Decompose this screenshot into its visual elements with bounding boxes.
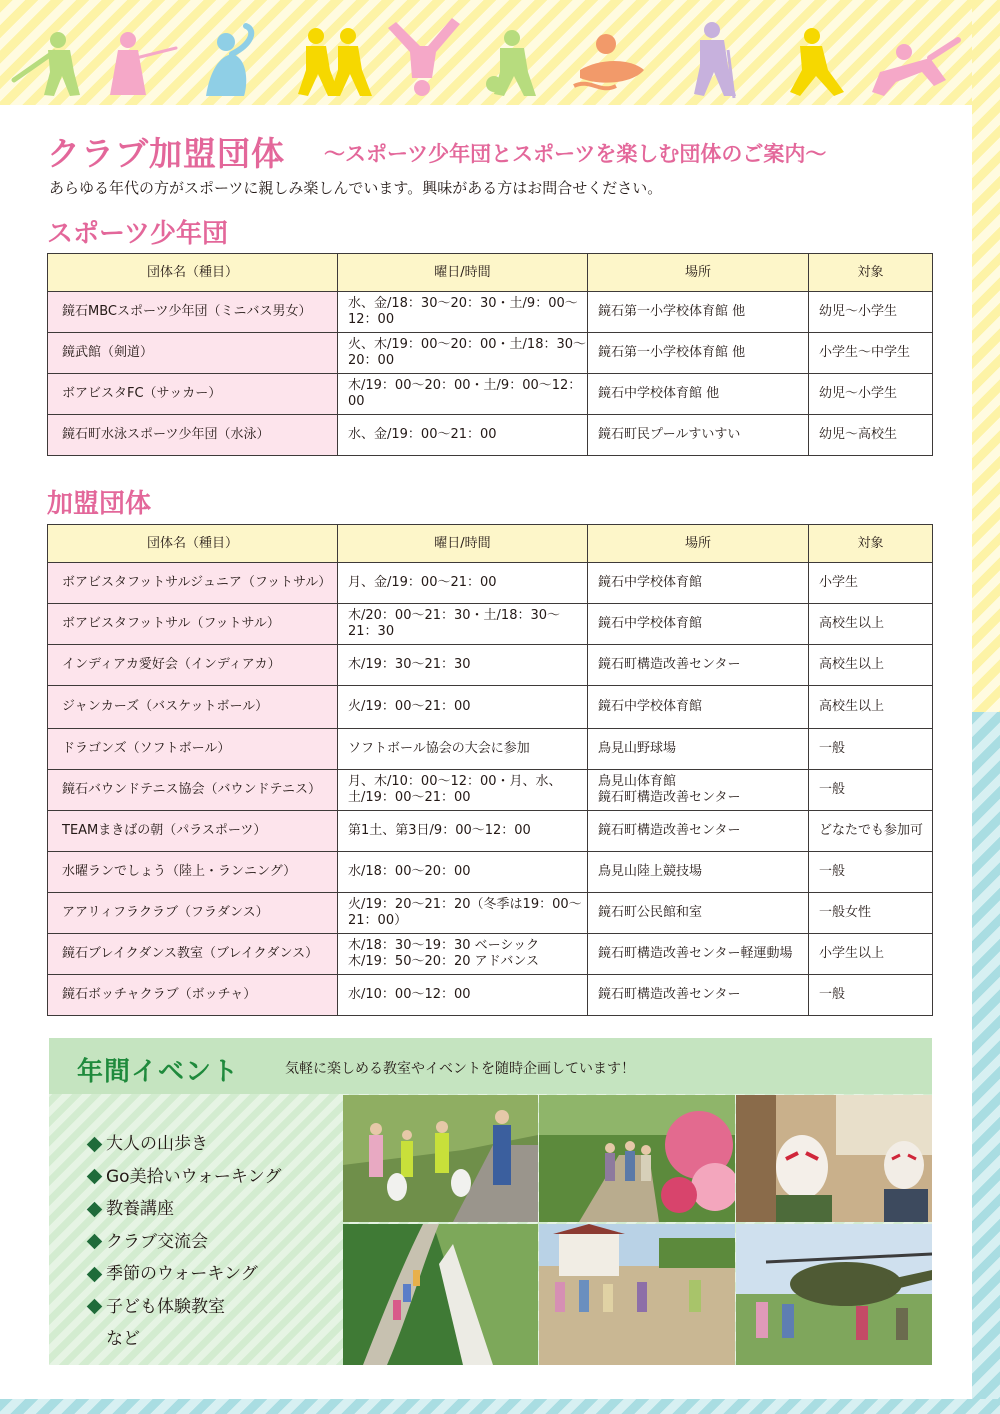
cell-place-text: 鏡石町公民館和室 <box>598 905 703 920</box>
cell-place <box>588 374 809 415</box>
annual-events-caption: 気軽に楽しめる教室やイベントを随時企画しています！ <box>285 1061 635 1077</box>
cell-time-text: 木/18：30～19：30 ベーシック <box>348 938 540 953</box>
cell-name-text: TEAMまきばの朝（パラスポーツ） <box>62 823 267 838</box>
cell-time-text: 木/19：50～20：20 アドバンス <box>348 954 540 969</box>
cell-place <box>588 415 809 456</box>
baseball-batter-icon <box>14 32 80 96</box>
cell-place-text: 鏡石町構造改善センター <box>598 987 741 1002</box>
event-item-label: Go美拾いウォーキング <box>106 1166 282 1187</box>
trash-pickup-walk-photo <box>343 1095 538 1222</box>
table-row <box>48 852 933 893</box>
cell-target <box>809 333 933 374</box>
cell-target <box>809 852 933 893</box>
cell-time <box>338 893 588 934</box>
cell-time-text: 水/18：00～20：00 <box>348 864 471 879</box>
cell-target <box>809 893 933 934</box>
cell-name-text: 鏡石バウンドテニス協会（バウンドテニス） <box>62 782 321 797</box>
cell-place-text: 鏡石中学校体育館 他 <box>598 386 720 401</box>
members-section-title: 加盟団体 <box>47 489 152 519</box>
cell-name-text: ドラゴンズ（ソフトボール） <box>62 741 231 756</box>
cell-target <box>809 686 933 729</box>
cell-time-text: 月、木/10：00～12：00・月、水、土/19：00～21：00 <box>348 774 562 805</box>
sports-silhouette-banner <box>0 0 972 105</box>
cell-time <box>338 563 588 604</box>
cell-name <box>48 729 338 770</box>
cell-name-text: ジャンカーズ（バスケットボール） <box>62 699 269 714</box>
cell-name-text: アアリィフラクラブ（フラダンス） <box>62 905 269 920</box>
cell-target-text: 幼児～小学生 <box>819 386 898 401</box>
column-header-time: 曜日/時間 <box>338 254 588 292</box>
cell-name-text: 水曜ランでしょう（陸上・ランニング） <box>62 864 297 879</box>
cell-name <box>48 934 338 975</box>
cell-place <box>588 811 809 852</box>
cell-place-text: 鏡石町民プールすいすい <box>598 427 741 442</box>
bottom-striped-border <box>0 1399 1000 1414</box>
cell-place <box>588 686 809 729</box>
list-item <box>87 1291 281 1324</box>
cell-time <box>338 934 588 975</box>
yoga-icon <box>206 26 251 96</box>
column-header-time: 曜日/時間 <box>338 525 588 563</box>
cell-time <box>338 852 588 893</box>
cell-place-text: 鏡石町構造改善センター <box>598 790 741 805</box>
cell-place-text: 鏡石町構造改善センター <box>598 657 741 672</box>
cell-place-text: 鏡石中学校体育館 <box>598 699 703 714</box>
cell-place-text: 鳥見山陸上競技場 <box>598 864 703 879</box>
list-item <box>87 1128 281 1161</box>
cell-name <box>48 893 338 934</box>
youth-section-title: スポーツ少年団 <box>47 219 228 249</box>
cell-target <box>809 292 933 333</box>
basketball-player-icon <box>486 30 536 96</box>
cell-time <box>338 333 588 374</box>
cell-time-text: 水/10：00～12：00 <box>348 987 471 1002</box>
event-list <box>87 1128 281 1356</box>
cell-place-text: 鳥見山体育館 <box>598 774 677 789</box>
diamond-bullet-icon <box>87 1299 103 1315</box>
cell-place <box>588 975 809 1016</box>
column-header-place: 場所 <box>588 525 809 563</box>
cell-target-text: 一般 <box>819 987 846 1002</box>
cell-time-text: 火/19：20～21：20（冬季は19：00～21：00） <box>348 897 582 928</box>
cell-time <box>338 811 588 852</box>
cell-name <box>48 415 338 456</box>
event-item-label: 季節のウォーキング <box>106 1264 258 1284</box>
cell-name-text: 鏡武館（剣道） <box>62 345 154 360</box>
helicopter-tour-photo <box>736 1224 932 1365</box>
cell-place <box>588 563 809 604</box>
bocce-ground-photo <box>539 1224 735 1365</box>
youth-table-body <box>48 292 933 456</box>
cell-target <box>809 770 933 811</box>
cell-name <box>48 604 338 645</box>
column-header-target: 対象 <box>809 254 933 292</box>
cell-target-text: 一般女性 <box>819 905 872 920</box>
runners-icon <box>298 28 372 96</box>
youth-table <box>47 253 933 456</box>
cell-time <box>338 975 588 1016</box>
cell-time-text: 木/19：00～20：00・土/9：00～12：00 <box>348 378 582 409</box>
kendo-fencer-icon <box>110 32 176 95</box>
cell-target <box>809 934 933 975</box>
cell-place <box>588 292 809 333</box>
cell-target-text: 小学生～中学生 <box>819 345 911 360</box>
cell-place-text: 鏡石中学校体育館 <box>598 616 703 631</box>
cell-time <box>338 604 588 645</box>
cell-target <box>809 604 933 645</box>
list-item <box>87 1323 281 1356</box>
cell-target-text: 一般 <box>819 741 846 756</box>
event-item-label: 子ども体験教室 <box>106 1296 225 1317</box>
column-header-name: 団体名（種目） <box>48 254 338 292</box>
cell-time-text: 木/19：30～21：30 <box>348 657 471 672</box>
cell-name-text: インディアカ愛好会（インディアカ） <box>62 657 281 672</box>
cell-time <box>338 415 588 456</box>
cell-name-text: ボアビスタフットサルジュニア（フットサル） <box>62 575 332 590</box>
table-row <box>48 811 933 852</box>
table-row <box>48 893 933 934</box>
event-more-label: など <box>106 1329 140 1349</box>
cell-name <box>48 645 338 686</box>
cell-place <box>588 770 809 811</box>
cell-name <box>48 686 338 729</box>
cell-name <box>48 770 338 811</box>
kabuki-makeup-photo <box>736 1095 932 1222</box>
column-header-name: 団体名（種目） <box>48 525 338 563</box>
cell-name <box>48 374 338 415</box>
cell-place <box>588 852 809 893</box>
cell-target <box>809 729 933 770</box>
cell-name-text: ボアビスタFC（サッカー） <box>62 386 222 401</box>
intro-text: あらゆる年代の方がスポーツに親しみ楽しんでいます。興味がある方はお問合せください。 <box>49 179 663 197</box>
cell-target <box>809 563 933 604</box>
cell-name <box>48 975 338 1016</box>
table-header-row <box>48 254 933 292</box>
diamond-bullet-icon <box>87 1169 103 1185</box>
cell-time-text: 火、木/19：00～20：00・土/18：30～20：00 <box>348 337 587 368</box>
cell-time <box>338 770 588 811</box>
table-row <box>48 770 933 811</box>
cell-target <box>809 975 933 1016</box>
cell-time-text: 第1土、第3日/9：00～12：00 <box>348 823 531 838</box>
cell-place <box>588 893 809 934</box>
cell-time <box>338 292 588 333</box>
cell-place <box>588 645 809 686</box>
cell-target-text: 一般 <box>819 864 846 879</box>
table-row <box>48 333 933 374</box>
cell-time <box>338 686 588 729</box>
cell-target-text: 小学生 <box>819 575 859 590</box>
cell-time-text: 水、金/19：00～21：00 <box>348 427 497 442</box>
cell-place <box>588 604 809 645</box>
diamond-bullet-icon <box>87 1266 103 1282</box>
page-subtitle: ～スポーツ少年団とスポーツを楽しむ団体のご案内～ <box>324 142 827 166</box>
cell-place-text: 鳥見山野球場 <box>598 741 677 756</box>
right-striped-border-yellow <box>972 0 1000 712</box>
table-row <box>48 686 933 729</box>
cell-place-text: 鏡石第一小学校体育館 他 <box>598 304 746 319</box>
cell-place-text: 鏡石中学校体育館 <box>598 575 703 590</box>
cell-target-text: 幼児～高校生 <box>819 427 898 442</box>
hiker-icon <box>694 22 736 98</box>
list-item <box>87 1161 281 1194</box>
list-item <box>87 1193 281 1226</box>
cell-target-text: 一般 <box>819 782 846 797</box>
diamond-bullet-icon <box>87 1234 103 1250</box>
cell-place-text: 鏡石第一小学校体育館 他 <box>598 345 746 360</box>
cell-target-text: どなたでも参加可 <box>819 823 924 838</box>
column-header-place: 場所 <box>588 254 809 292</box>
diamond-bullet-icon <box>87 1201 103 1217</box>
breakdancer-icon <box>388 18 460 96</box>
annual-events-header <box>49 1038 932 1094</box>
right-striped-border-blue <box>972 712 1000 1414</box>
cell-name-text: 鏡石ブレイクダンス教室（ブレイクダンス） <box>62 946 319 961</box>
table-row <box>48 563 933 604</box>
members-table <box>47 524 933 1016</box>
cell-target <box>809 374 933 415</box>
table-row <box>48 415 933 456</box>
event-item-label: クラブ交流会 <box>106 1231 208 1252</box>
cell-name <box>48 292 338 333</box>
table-row <box>48 975 933 1016</box>
cell-target-text: 高校生以上 <box>819 657 885 672</box>
cell-place-text: 鏡石町構造改善センター軽運動場 <box>598 946 793 961</box>
diamond-bullet-icon <box>87 1136 103 1152</box>
cell-place-text: 鏡石町構造改善センター <box>598 823 741 838</box>
table-row <box>48 729 933 770</box>
table-row <box>48 374 933 415</box>
cell-target-text: 幼児～小学生 <box>819 304 898 319</box>
annual-events-title: 年間イベント <box>77 1057 240 1087</box>
cell-target-text: 高校生以上 <box>819 616 885 631</box>
cell-target-text: 小学生以上 <box>819 946 885 961</box>
cell-place <box>588 934 809 975</box>
cell-time <box>338 729 588 770</box>
event-item-label: 教養講座 <box>106 1199 174 1219</box>
table-row <box>48 645 933 686</box>
cell-name <box>48 563 338 604</box>
mountain-hike-photo <box>343 1224 538 1365</box>
sprinter-icon <box>790 28 844 96</box>
cell-time <box>338 374 588 415</box>
cell-target-text: 高校生以上 <box>819 699 885 714</box>
cell-place <box>588 333 809 374</box>
table-header-row <box>48 525 933 563</box>
cell-time-text: 火/19：00～21：00 <box>348 699 471 714</box>
cell-target <box>809 645 933 686</box>
cell-time-text: 月、金/19：00～21：00 <box>348 575 497 590</box>
cell-name <box>48 811 338 852</box>
flower-path-walk-photo <box>539 1095 735 1222</box>
column-header-target: 対象 <box>809 525 933 563</box>
cell-time-text: 水、金/18：30～20：30・土/9：00～12：00 <box>348 296 578 327</box>
event-item-label: 大人の山歩き <box>106 1134 208 1154</box>
cell-place <box>588 729 809 770</box>
cell-name-text: 鏡石MBCスポーツ少年団（ミニバス男女） <box>62 304 312 319</box>
list-item <box>87 1226 281 1259</box>
gymnast-icon <box>872 40 958 96</box>
cell-name <box>48 333 338 374</box>
members-table-body <box>48 563 933 1016</box>
cell-target <box>809 811 933 852</box>
cell-time-text: ソフトボール協会の大会に参加 <box>348 741 530 756</box>
cell-name-text: 鏡石ボッチャクラブ（ボッチャ） <box>62 987 257 1002</box>
cell-name-text: ボアビスタフットサル（フットサル） <box>62 616 280 631</box>
cell-target <box>809 415 933 456</box>
swimmer-icon <box>574 34 644 88</box>
table-row <box>48 292 933 333</box>
cell-time-text: 木/20：00～21：30・土/18：30～21：30 <box>348 608 561 639</box>
table-row <box>48 934 933 975</box>
cell-name-text: 鏡石町水泳スポーツ少年団（水泳） <box>62 427 270 442</box>
table-row <box>48 604 933 645</box>
page-title: クラブ加盟団体 <box>47 134 285 173</box>
cell-name <box>48 852 338 893</box>
cell-time <box>338 645 588 686</box>
list-item <box>87 1258 281 1291</box>
